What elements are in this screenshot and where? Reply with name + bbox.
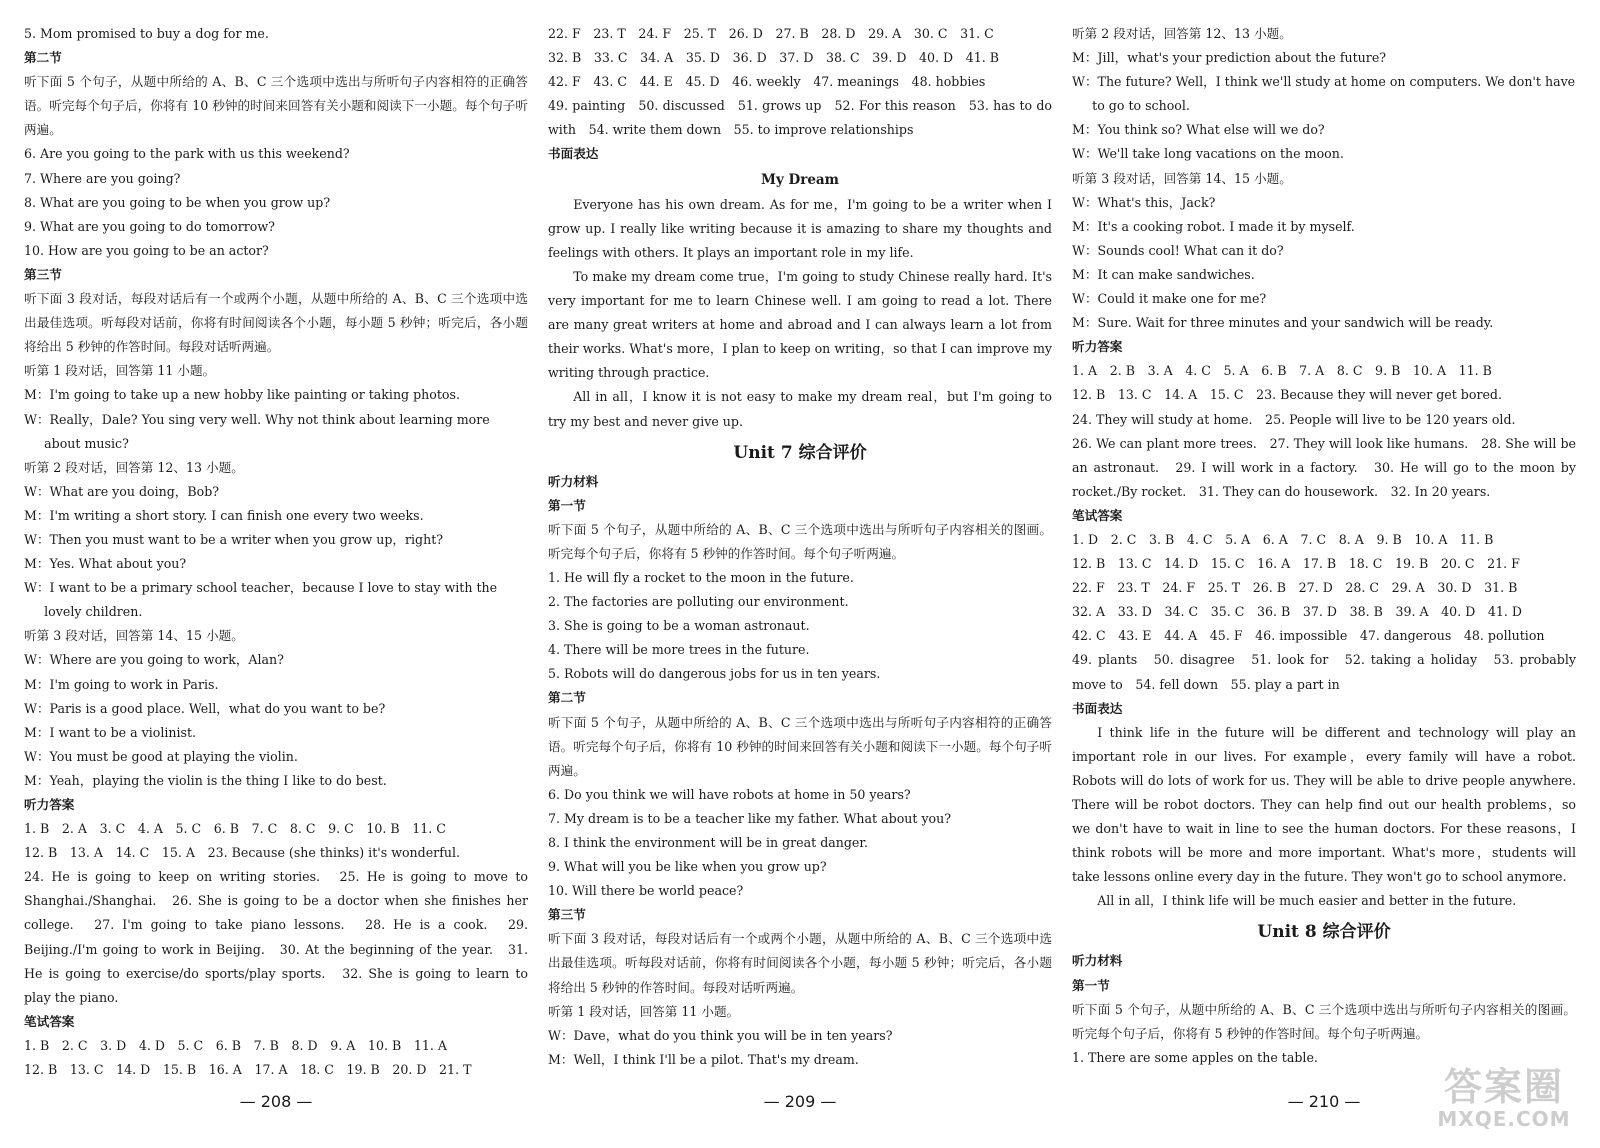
- text-line: 12. B 13. C 14. D 15. B 16. A 17. A 18. C 19. B 20. D 21. T: [24, 1062, 472, 1078]
- dialogue-line: M：Yeah，playing the violin is the thing I like to do best.: [24, 772, 387, 788]
- dialogue-line: W：Really，Dale? You sing very well. Why not think about learning more about music?: [24, 411, 490, 451]
- section-heading: 第二节: [24, 50, 62, 66]
- column-text: [548, 22, 1052, 1072]
- dialogue-line: W：Then you must want to be a writer when you grow up，right?: [24, 531, 444, 547]
- text-line: 听第 2 段对话，回答第 12、13 小题。: [24, 459, 244, 475]
- text-line: 24. He is going to keep on writing stories. 25. He is going to move to Shanghai./Shanghai. 26. She is going to be a doctor when she finishes her college. 27. I'm going to take piano lessons. 28. He is a cook. 29. Beijing./I'm going to work in Beijing. 30. At the beginning of the year. 31. He is going to exercise/do sports/play sports. 32. She is going to learn to play the piano.: [24, 869, 528, 1005]
- dialogue-line: W：You must be good at playing the violin.: [24, 748, 298, 764]
- text-line: 42. C 43. E 44. A 45. F 46. impossible 47. dangerous 48. pollution: [1072, 628, 1545, 644]
- text-line: 1. D 2. C 3. B 4. C 5. A 6. A 7. C 8. A 9. B 10. A 11. B: [1072, 531, 1494, 547]
- page-number-210: — 210 —: [1287, 1091, 1361, 1111]
- dialogue-line: M：Sure. Wait for three minutes and your sandwich will be ready.: [1072, 315, 1494, 331]
- dialogue-line: W：Sounds cool! What can it do?: [1072, 242, 1284, 258]
- text-line: 1. A 2. B 3. A 4. C 5. A 6. B 7. A 8. C 9. B 10. A 11. B: [1072, 363, 1492, 379]
- unit-title: Unit 8 综合评价: [1257, 922, 1391, 943]
- essay-title: My Dream: [761, 171, 839, 188]
- dialogue-line: M：I'm writing a short story. I can finish one every two weeks.: [24, 507, 424, 523]
- text-line: 6. Are you going to the park with us this weekend?: [24, 146, 350, 162]
- text-line: 听下面 5 个句子，从题中所给的 A、B、C 三个选项中选出与所听句子内容相关的图画。听完每个句子后，你将有 5 秒钟的作答时间。每个句子听两遍。: [1072, 1001, 1576, 1041]
- section-heading: 听力答案: [24, 797, 75, 812]
- dialogue-line: M：It's a cooking robot. I made it by myself.: [1072, 218, 1355, 234]
- text-line: 1. He will fly a rocket to the moon in the future.: [548, 569, 854, 585]
- text-line: 1. B 2. A 3. C 4. A 5. C 6. B 7. C 8. C 9. C 10. B 11. C: [24, 821, 446, 837]
- text-line: 听第 3 段对话，回答第 14、15 小题。: [1072, 170, 1292, 186]
- text-line: 8. I think the environment will be in great danger.: [548, 835, 869, 850]
- text-line: 听第 3 段对话，回答第 14、15 小题。: [24, 628, 244, 644]
- text-line: 听下面 3 段对话，每段对话后有一个或两个小题，从题中所给的 A、B、C 三个选项中选出最佳选项。听每段对话前，你将有时间阅读各个小题，每小题 5 秒钟；听完后，各小题将给出 5 秒钟的作答时间。每段对话听两遍。: [24, 291, 528, 355]
- text-line: 12. B 13. A 14. C 15. A 23. Because (she thinks) it's wonderful.: [24, 845, 461, 861]
- dialogue-line: M：Well，I think I'll be a pilot. That's my dream.: [548, 1051, 859, 1067]
- text-line: 听第 1 段对话，回答第 11 小题。: [548, 1003, 740, 1019]
- text-line: 10. Will there be world peace?: [548, 883, 744, 899]
- text-line: 4. There will be more trees in the future.: [548, 642, 810, 658]
- text-line: 49. plants 50. disagree 51. look for 52. taking a holiday 53. probably move to 54. fell down 55. play a part in: [1072, 652, 1589, 692]
- dialogue-line: M：Yes. What about you?: [24, 556, 187, 572]
- text-line: 听第 1 段对话，回答第 11 小题。: [24, 363, 216, 379]
- section-heading: 第一节: [548, 497, 586, 513]
- essay-paragraph: To make my dream come true，I'm going to study Chinese really hard. It's very important for me to learn Chinese well. I am going to read a lot. There are many great writers at home and abroad and I can always learn a lot from their works. What's more，I plan to keep on writing，so that I can improve my writing through practice.: [548, 268, 1052, 381]
- essay-paragraph: All in all，I know it is not easy to make my dream real，but I'm going to try my best and never give up.: [548, 389, 1052, 429]
- text-line: 12. B 13. C 14. D 15. C 16. A 17. B 18. C 19. B 20. C 21. F: [1072, 556, 1520, 572]
- section-heading: 听力材料: [548, 473, 599, 489]
- essay-paragraph: Everyone has his own dream. As for me，I'm going to be a writer when I grow up. I really like writing because it is amazing to share my thoughts and feelings with others. It plays an important role in my life.: [548, 196, 1052, 260]
- text-line: 9. What will you be like when you grow up?: [548, 859, 827, 875]
- dialogue-line: W：What are you doing，Bob?: [24, 483, 220, 499]
- column-page-210: [1072, 22, 1589, 1111]
- text-line: 3. She is going to be a woman astronaut.: [548, 618, 810, 634]
- text-line: 26. We can plant more trees. 27. They will look like humans. 28. She will be an astronaut. 29. I will work in a factory. 30. He will go to the moon by rocket./By rocket. 31. They can do housework. 32. In 20 years.: [1072, 435, 1576, 499]
- dialogue-line: W：I want to be a primary school teacher，because I love to stay with the lovely children.: [24, 580, 498, 620]
- column-page-209: [548, 22, 1052, 1111]
- text-line: 49. painting 50. discussed 51. grows up 52. For this reason 53. has to do with 54. write them down 55. to improve relationships: [548, 98, 1052, 138]
- text-line: 听下面 5 个句子，从题中所给的 A、B、C 三个选项中选出与所听句子内容相关的图画。听完每个句子后，你将有 5 秒钟的作答时间。每个句子听两遍。: [548, 521, 1052, 561]
- dialogue-line: W：Where are you going to work，Alan?: [24, 652, 284, 668]
- dialogue-line: W：Could it make one for me?: [1072, 291, 1267, 307]
- essay-paragraph: All in all，I think life will be much easier and better in the future.: [1097, 893, 1517, 909]
- unit-title: Unit 7 综合评价: [733, 442, 867, 463]
- text-line: 10. How are you going to be an actor?: [24, 242, 269, 258]
- watermark-url-text: MXQE.COM: [1437, 1107, 1571, 1131]
- dialogue-line: M：I want to be a violinist.: [24, 724, 197, 740]
- text-line: 1. B 2. C 3. D 4. D 5. C 6. B 7. B 8. D 9. A 10. B 11. A: [24, 1037, 447, 1053]
- text-line: 32. A 33. D 34. C 35. C 36. B 37. D 38. B 39. A 40. D 41. D: [1072, 604, 1523, 620]
- text-line: 7. Where are you going?: [24, 170, 181, 186]
- text-line: 听下面 5 个句子，从题中所给的 A、B、C 三个选项中选出与所听句子内容相符的正确答语。听完每个句子后，你将有 10 秒钟的时间来回答有关小题和阅读下一小题。每个句子听两遍。: [24, 74, 528, 138]
- column-text: [24, 22, 528, 1082]
- section-heading: 听力答案: [1072, 339, 1123, 355]
- text-line: 听下面 3 段对话，每段对话后有一个或两个小题，从题中所给的 A、B、C 三个选项中选出最佳选项。听每段对话前，你将有时间阅读各个小题，每小题 5 秒钟；听完后，各小题将给出 5 秒钟的作答时间。每段对话听两遍。: [548, 931, 1052, 995]
- text-line: 24. They will study at home. 25. People will live to be 120 years old.: [1072, 411, 1516, 427]
- dialogue-line: M：You think so? What else will we do?: [1072, 122, 1325, 138]
- dialogue-line: M：It can make sandwiches.: [1072, 266, 1255, 282]
- text-line: 9. What are you going to do tomorrow?: [24, 218, 275, 234]
- section-heading: 听力材料: [1072, 953, 1123, 969]
- section-heading: 笔试答案: [1072, 507, 1123, 523]
- text-line: 22. F 23. T 24. F 25. T 26. B 27. D 28. C 29. A 30. D 31. B: [1072, 580, 1518, 596]
- section-heading: 书面表达: [548, 146, 599, 162]
- section-heading: 第三节: [24, 266, 62, 282]
- page-number-209: — 209 —: [763, 1091, 837, 1111]
- text-line: 42. F 43. C 44. E 45. D 46. weekly 47. meanings 48. hobbies: [548, 74, 986, 90]
- column-page-208: [24, 22, 528, 1111]
- dialogue-line: M：I'm going to take up a new hobby like painting or taking photos.: [24, 387, 460, 403]
- section-heading: 笔试答案: [24, 1013, 75, 1029]
- page-number-208: — 208 —: [239, 1091, 313, 1111]
- section-heading: 书面表达: [1072, 700, 1123, 716]
- text-line: 听下面 5 个句子，从题中所给的 A、B、C 三个选项中选出与所听句子内容相符的正确答语。听完每个句子后，你将有 10 秒钟的时间来回答有关小题和阅读下一小题。每个句子听两遍。: [548, 714, 1052, 778]
- watermark-cn-text: 答案圈: [1443, 1065, 1564, 1109]
- watermark-logo: [1424, 1064, 1584, 1134]
- dialogue-line: W：Paris is a good place. Well，what do you want to be?: [24, 700, 386, 716]
- text-line: 6. Do you think we will have robots at home in 50 years?: [548, 786, 911, 802]
- text-line: 听第 2 段对话，回答第 12、13 小题。: [1072, 26, 1292, 41]
- dialogue-line: W：We'll take long vacations on the moon.: [1072, 146, 1344, 162]
- text-line: 7. My dream is to be a teacher like my father. What about you?: [548, 810, 952, 826]
- section-heading: 第三节: [548, 907, 586, 923]
- text-line: 32. B 33. C 34. A 35. D 36. D 37. D 38. C 39. D 40. D 41. B: [548, 50, 1000, 66]
- text-line: 5. Mom promised to buy a dog for me.: [24, 26, 269, 41]
- dialogue-line: W：Dave，what do you think you will be in ten years?: [548, 1027, 893, 1043]
- dialogue-line: W：The future? Well，I think we'll study at home on computers. We don't have to go to school.: [1072, 74, 1576, 114]
- text-line: 2. The factories are polluting our environment.: [548, 594, 849, 610]
- text-line: 22. F 23. T 24. F 25. T 26. D 27. B 28. D 29. A 30. C 31. C: [548, 26, 994, 41]
- text-line: 5. Robots will do dangerous jobs for us in ten years.: [548, 666, 881, 682]
- column-text: [1072, 22, 1589, 1070]
- dialogue-line: W：What's this，Jack?: [1072, 194, 1216, 210]
- text-line: 1. There are some apples on the table.: [1072, 1049, 1318, 1065]
- dialogue-line: M：I'm going to work in Paris.: [24, 676, 219, 692]
- section-heading: 第二节: [548, 690, 586, 706]
- essay-paragraph: I think life in the future will be different and technology will play an important role in our lives. For example，every family will have a robot. Robots will do lots of work for us. They will be able to drive people anywhere. There will be robot doctors. They can help find out our health problems，so we don't have to wait in line to see the human doctors. For these reasons，I think robots will be more and more important. What's more，students will take lessons online every day in the future. They won't go to school anymore.: [1072, 724, 1576, 885]
- section-heading: 第一节: [1072, 977, 1110, 993]
- text-line: 12. B 13. C 14. A 15. C 23. Because they will never get bored.: [1072, 387, 1502, 403]
- text-line: 8. What are you going to be when you grow up?: [24, 194, 331, 210]
- dialogue-line: M：Jill，what's your prediction about the future?: [1072, 50, 1387, 66]
